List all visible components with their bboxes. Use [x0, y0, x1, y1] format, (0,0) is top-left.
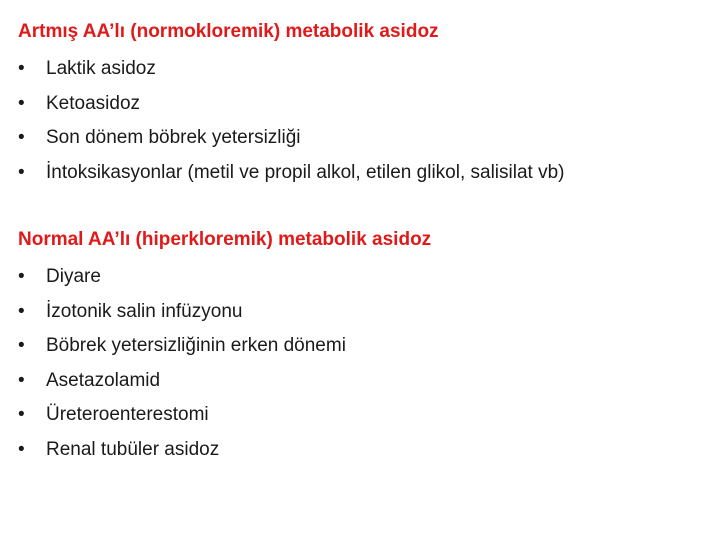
list-item	[18, 433, 708, 468]
list-item	[18, 52, 708, 87]
bullet-icon: •	[18, 369, 25, 391]
list-item-text: Asetazolamid	[46, 369, 161, 391]
bullet-icon: •	[18, 266, 25, 287]
bullet-icon: •	[18, 58, 25, 79]
list-item	[18, 398, 708, 433]
list-item-text: Renal tubüler asidoz	[46, 438, 220, 460]
bullet-icon: •	[18, 161, 25, 183]
bullet-icon: •	[18, 438, 25, 460]
section-heading: Normal AA’lı (hiperkloremik) metabolik asidoz	[18, 229, 432, 250]
list-item	[18, 364, 708, 399]
list-item	[18, 260, 708, 295]
list-item-text: Ketoasidoz	[46, 92, 141, 114]
bullet-icon: •	[18, 300, 25, 322]
list-item-text: Böbrek yetersizliğinin erken dönemi	[46, 335, 346, 356]
section-heading: Artmış AA’lı (normokloremik) metabolik asidoz	[18, 21, 439, 42]
list-item	[18, 121, 708, 156]
list-item-text: Laktik asidoz	[46, 58, 156, 79]
list-item	[18, 329, 708, 364]
section-increased-anion-gap	[18, 18, 708, 190]
list-item	[18, 156, 708, 191]
section-normal-anion-gap	[18, 226, 708, 467]
list-item-text: Son dönem böbrek yetersizliği	[46, 127, 301, 148]
bullet-list	[18, 260, 708, 467]
bullet-icon: •	[18, 127, 25, 148]
list-item-text: Üreteroenterestomi	[46, 404, 209, 425]
list-item-text: Diyare	[46, 266, 101, 287]
list-item-text: İntoksikasyonlar (metil ve propil alkol, etilen glikol, salisilat vb)	[46, 161, 565, 183]
list-item-text: İzotonik salin infüzyonu	[46, 300, 243, 322]
list-item	[18, 295, 708, 330]
bullet-list	[18, 52, 708, 190]
list-item	[18, 87, 708, 122]
bullet-icon: •	[18, 404, 25, 425]
bullet-icon: •	[18, 335, 25, 356]
bullet-icon: •	[18, 92, 25, 114]
